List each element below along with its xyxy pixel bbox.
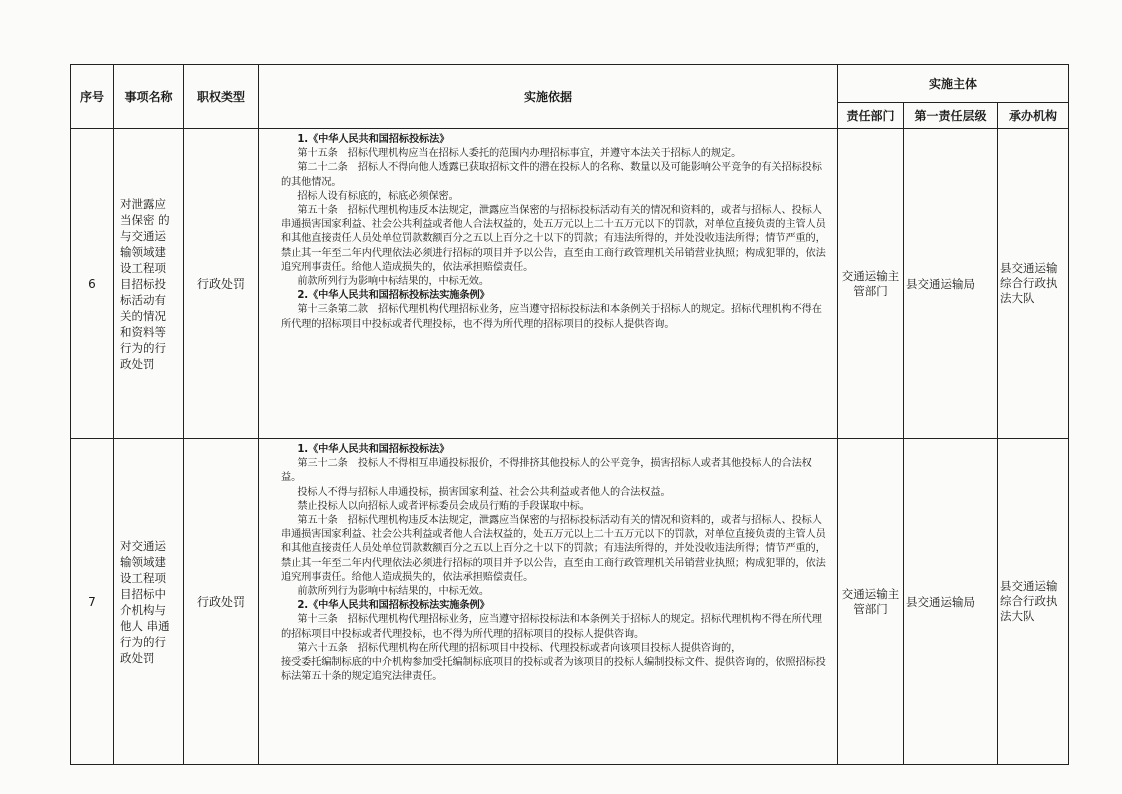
basis-paragraph: 招标人设有标底的，标底必须保密。 <box>297 190 459 202</box>
row-agency: 县交通运输综合行政执法大队 <box>998 439 1069 765</box>
row-item-name: 对泄露应当保密 的与交通运输领域建设工程项目招标投标活动有关的情况和资料等行为的行政处罚 <box>114 129 184 439</box>
header-seq: 序号 <box>71 65 114 129</box>
basis-paragraph: 第二十二条 招标人不得向他人透露已获取招标文件的潜在投标人的名称、数量以及可能影响公平竞争的有关招标投标的其他情况。 <box>281 162 822 188</box>
basis-law-title: 1.《中华人民共和国招标投标法》 <box>297 444 450 455</box>
header-row-1 <box>71 65 1069 103</box>
row-dept: 交通运输主管部门 <box>838 439 904 765</box>
header-basis: 实施依据 <box>259 65 838 129</box>
row-power-type: 行政处罚 <box>184 129 259 439</box>
row-agency: 县交通运输综合行政执法大队 <box>998 129 1069 439</box>
basis-law-title: 2.《中华人民共和国招标投标法实施条例》 <box>297 290 490 302</box>
row-power-type: 行政处罚 <box>184 439 259 765</box>
table-row <box>71 129 1069 439</box>
basis-paragraph: 接受委托编制标底的中介机构参加受托编制标底项目的投标或者为该项目的投标人编制投标文件、提供咨询的，依照招标投标法第五十条的规定追究法律责任。 <box>281 657 826 683</box>
table-row <box>71 439 1069 765</box>
row-basis <box>259 129 838 439</box>
row-seq: 6 <box>71 129 114 439</box>
header-agency: 承办机构 <box>998 103 1069 129</box>
header-subject: 实施主体 <box>838 65 1069 103</box>
basis-law-title: 1.《中华人民共和国招标投标法》 <box>297 134 450 145</box>
row-dept: 交通运输主管部门 <box>838 129 904 439</box>
basis-paragraph: 第十五条 招标代理机构应当在招标人委托的范围内办理招标事宜，并遵守本法关于招标人的规定。 <box>297 148 742 160</box>
basis-paragraph: 第五十条 招标代理机构违反本法规定，泄露应当保密的与招标投标活动有关的情况和资料的，或者与招标人、投标人串通损害国家利益、社会公共利益或者他人合法权益的，处五万元以上二十五万元以下的罚款，对单位直接负责的主管人员和其他直接责任人员处单位罚款数额百分之五以上百分之十以下的罚款；有违法所得的，并处没收违法所得；情节严重的，禁止其一年至二年内代理依法必须进行招标的项目并予以公告，直至由工商行政管理机关吊销营业执照；构成犯罪的，依法追究刑事责任。给他人造成损失的，依法承担赔偿责任。 <box>281 515 826 583</box>
basis-paragraph: 投标人不得与招标人串通投标，损害国家利益、社会公共利益或者他人的合法权益。 <box>297 486 671 498</box>
row-first-level: 县交通运输局 <box>904 129 998 439</box>
basis-paragraph: 前款所列行为影响中标结果的，中标无效。 <box>297 276 489 288</box>
row-seq: 7 <box>71 439 114 765</box>
basis-paragraph: 第六十五条 招标代理机构在所代理的招标项目中投标、代理投标或者向该项目投标人提供咨询的， <box>297 642 742 654</box>
header-power-type: 职权类型 <box>184 65 259 129</box>
row-basis <box>259 439 838 765</box>
header-item-name: 事项名称 <box>114 65 184 129</box>
basis-paragraph: 前款所列行为影响中标结果的，中标无效。 <box>297 586 489 598</box>
basis-paragraph: 禁止投标人以向招标人或者评标委员会成员行贿的手段谋取中标。 <box>297 500 590 512</box>
basis-paragraph: 第三十二条 投标人不得相互串通投标报价，不得排挤其他投标人的公平竞争，损害招标人或者其他投标人的合法权益。 <box>281 458 812 484</box>
header-dept: 责任部门 <box>838 103 904 129</box>
power-list-table <box>70 64 1069 765</box>
basis-paragraph: 第十三条 招标代理机构代理招标业务，应当遵守招标投标法和本条例关于招标人的规定。招标代理机构不得在所代理的招标项目中投标或者代理投标，也不得为所代理的招标项目的投标人提供咨询。 <box>281 614 822 640</box>
basis-law-title: 2.《中华人民共和国招标投标法实施条例》 <box>297 600 490 612</box>
header-first-level: 第一责任层级 <box>904 103 998 129</box>
basis-paragraph: 第五十条 招标代理机构违反本法规定，泄露应当保密的与招标投标活动有关的情况和资料的，或者与招标人、投标人串通损害国家利益、社会公共利益或者他人合法权益的，处五万元以上二十五万元以下的罚款，对单位直接负责的主管人员和其他直接责任人员处单位罚款数额百分之五以上百分之十以下的罚款；有违法所得的，并处没收违法所得；情节严重的，禁止其一年至二年内代理依法必须进行招标的项目并予以公告，直至由工商行政管理机关吊销营业执照；构成犯罪的，依法追究刑事责任。给他人造成损失的，依法承担赔偿责任。 <box>281 205 826 273</box>
row-first-level: 县交通运输局 <box>904 439 998 765</box>
row-item-name: 对交通运输领域建设工程项 目招标中介机构与他人 串通行为的行政处罚 <box>114 439 184 765</box>
basis-paragraph: 第十三条第二款 招标代理机构代理招标业务，应当遵守招标投标法和本条例关于招标人的规定。招标代理机构不得在所代理的招标项目中投标或者代理投标，也不得为所代理的招标项目的投标人提供咨询。 <box>281 304 822 330</box>
